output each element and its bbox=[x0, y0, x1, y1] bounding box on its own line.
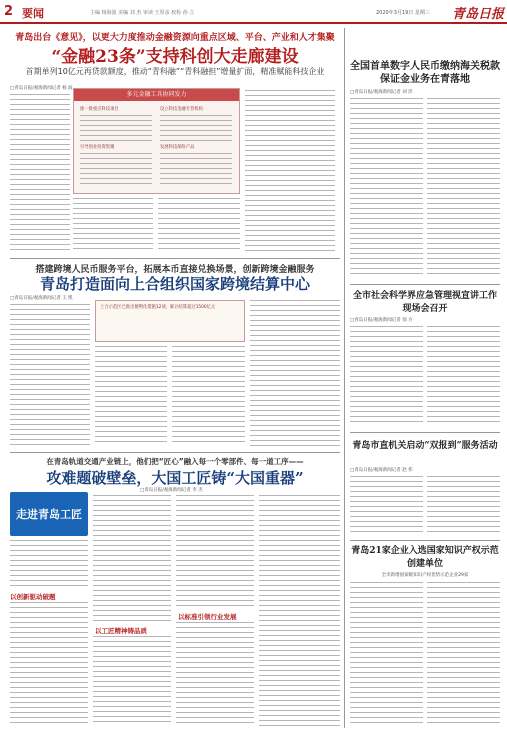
page-number: 2 bbox=[4, 4, 14, 19]
right-body-2a bbox=[350, 326, 423, 426]
lead-deck: 首期单列10亿元再贷款额度，推动“青科融”“青科融担”增量扩面，精准赋能科技企业 bbox=[25, 67, 325, 76]
infobox-item: 推一批重点科技项目 bbox=[80, 107, 119, 112]
right-headline-2: 全市社会科学界应急管理视宣讲工作现场会召开 bbox=[352, 291, 497, 314]
third-subhead-3: 以标准引领行业发展 bbox=[178, 613, 237, 621]
editor-line: 主编 杨海波 美编 刘 杰 审读 王厚彦 校检 孙 立 bbox=[90, 10, 195, 16]
second-body-col4 bbox=[250, 300, 340, 446]
third-subhead-1: 以创新驱动破题 bbox=[10, 593, 56, 601]
callout-text: 上合示范区已推出便利化措施12项，累计结算超过1500亿元 bbox=[100, 305, 216, 310]
second-byline: □青岛日报/观海新闻记者 王 凯 bbox=[10, 296, 73, 301]
right-headline-4: 青岛21家企业入选国家知识产权示范创建单位 bbox=[351, 546, 499, 569]
gongjiang-logo bbox=[10, 492, 88, 536]
right-byline-1: □青岛日报/观海新闻记者 刘 洋 bbox=[350, 90, 413, 95]
second-headline: 青岛打造面向上合组织国家跨境结算中心 bbox=[39, 275, 310, 293]
lead-body-col1 bbox=[10, 94, 70, 252]
lead-body-col4 bbox=[245, 90, 335, 252]
right-headline-3: 青岛市直机关启动“双报到”服务活动 bbox=[352, 441, 498, 451]
page-header bbox=[0, 0, 507, 24]
column-tag: 走进青岛工匠 bbox=[16, 508, 82, 521]
right-byline-2: □青岛日报/观海新闻记者 徐 方 bbox=[350, 318, 413, 323]
right-byline-3: □青岛日报/观海新闻记者 赵 伟 bbox=[350, 468, 413, 473]
third-kicker: 在青岛轨道交通产业链上，他们把“匠心”融入每一个零部件、每一道工序—— bbox=[46, 457, 304, 466]
second-body-col3 bbox=[172, 346, 245, 446]
lead-infobox bbox=[73, 88, 240, 194]
third-body-col2b bbox=[93, 636, 171, 726]
third-headline: 攻难题破壁垒，大国工匠铸“大国重器” bbox=[46, 469, 304, 487]
right-body-4b bbox=[427, 582, 500, 726]
infobox-title: 多元金融工具协同发力 bbox=[74, 89, 239, 101]
lead-headline: “金融23条”支持科创大走廊建设 bbox=[51, 47, 299, 67]
section-name: 要闻 bbox=[22, 7, 44, 20]
third-body-col4 bbox=[259, 495, 340, 726]
right-body-3b bbox=[427, 476, 500, 536]
right-headline-1: 全国首单数字人民币缴纳海关税款保证金业务在青落地 bbox=[350, 61, 500, 85]
divider bbox=[10, 258, 340, 259]
right-body-1a bbox=[350, 98, 423, 278]
second-body-col1 bbox=[10, 304, 90, 446]
column-divider bbox=[344, 28, 345, 728]
divider bbox=[10, 452, 340, 453]
lead-body-col3 bbox=[158, 198, 240, 252]
third-body-col1a bbox=[10, 540, 88, 588]
third-body-col2a bbox=[93, 495, 171, 623]
newspaper-logo: 青岛日报 bbox=[452, 7, 505, 22]
infobox-item: 发展科技保险产品 bbox=[160, 145, 195, 150]
right-body-4a bbox=[350, 582, 423, 726]
second-body-col2 bbox=[95, 346, 167, 446]
right-body-3a bbox=[350, 476, 423, 536]
lead-byline: □青岛日报/观海新闻记者 杨 波 bbox=[10, 86, 73, 91]
lead-kicker: 青岛出台《意见》，以更大力度推动金融资源向重点区域、平台、产业和人才集聚 bbox=[15, 33, 335, 43]
right-subline-4: 全市新增国家级知识产权优势示范企业29家 bbox=[381, 573, 469, 578]
second-callout bbox=[95, 300, 245, 342]
second-kicker: 搭建跨境人民币服务平台，拓展本币直接兑换场景，创新跨境金融服务 bbox=[35, 265, 315, 275]
right-body-2b bbox=[427, 326, 500, 426]
right-body-1b bbox=[427, 98, 500, 278]
third-subhead-2: 以工匠精神铸品质 bbox=[95, 627, 147, 635]
infobox-item: 引导创业投资集聚 bbox=[80, 145, 115, 150]
third-body-col3b bbox=[176, 622, 254, 726]
infobox-item: 设立科技金融专营机构 bbox=[160, 107, 203, 112]
issue-date: 2020年3月19日 星期三 bbox=[376, 10, 430, 16]
third-body-col1b bbox=[10, 602, 88, 726]
third-body-col3a bbox=[176, 495, 254, 609]
third-byline: □青岛日报/观海新闻记者 李 杰 bbox=[140, 488, 203, 493]
lead-body-col2 bbox=[73, 198, 153, 252]
